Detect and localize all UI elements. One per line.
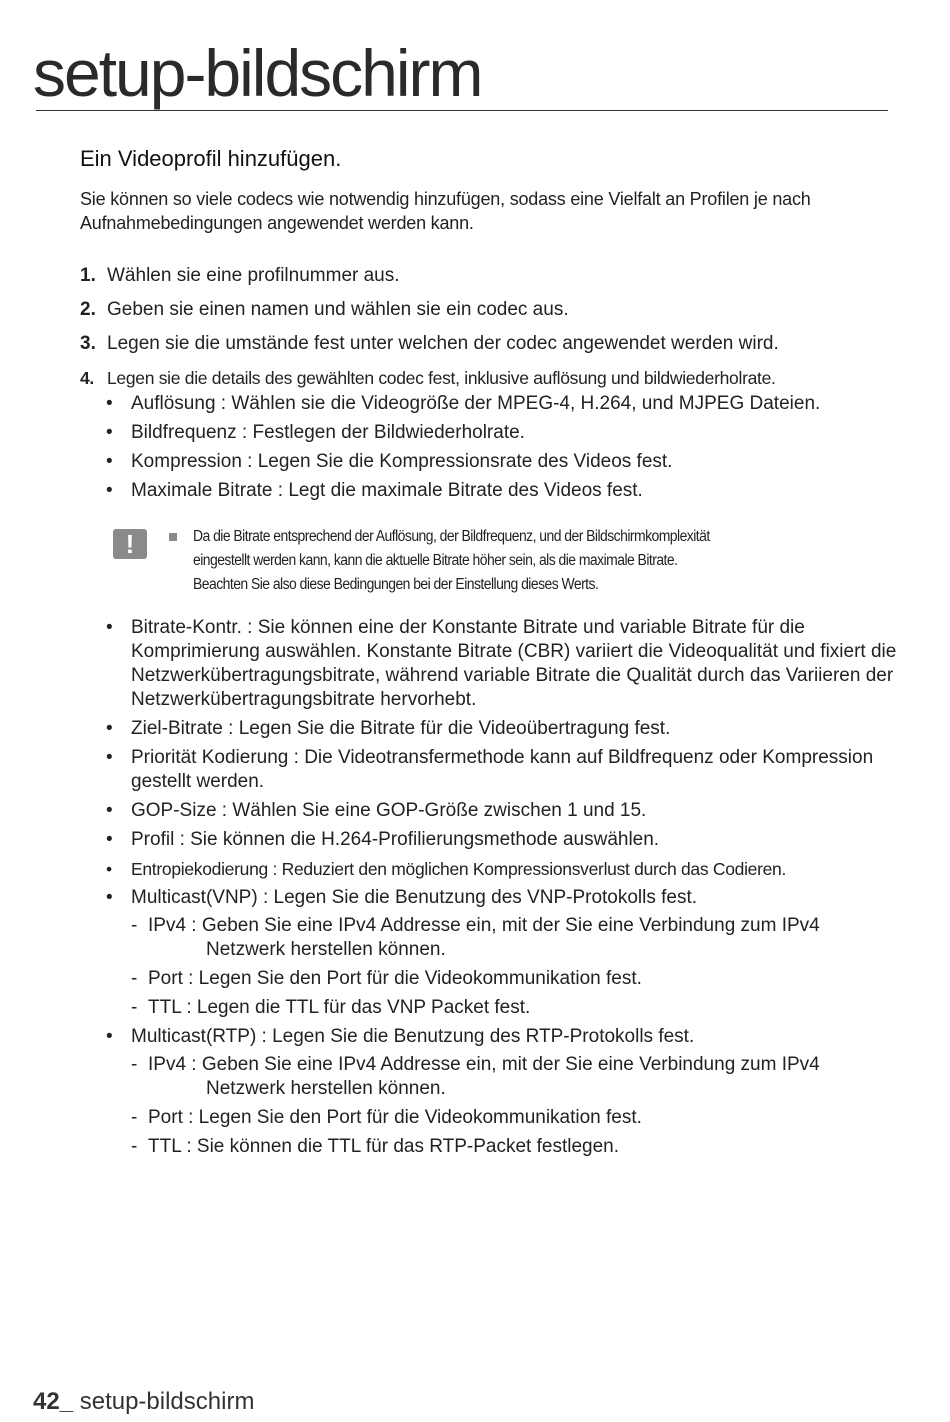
step-text: Geben sie einen namen und wählen sie ein codec aus. xyxy=(107,299,569,320)
multicast-vnp-label: Multicast(VNP) : Legen Sie die Benutzung des VNP-Protokolls fest. xyxy=(131,887,698,908)
section-heading: Ein Videoprofil hinzufügen. xyxy=(80,146,342,171)
bullet-dot: • xyxy=(106,718,113,739)
codec-settings-bullets xyxy=(0,616,900,1164)
sub-item-port: - Port : Legen Sie den Port für die Videokommunikation fest. xyxy=(131,1107,642,1128)
multicast-vnp-item xyxy=(0,886,900,1020)
bullet-dot: • xyxy=(106,829,113,850)
note-text: Da die Bitrate entsprechend der Auflösung, der Bildfrequenz, und der Bildschirmkomplexität eingestellt werden kann, kann die aktuelle Bitrate höher sein, als die maximale Bitrate. Beachten Sie also diese Bedingungen bei der Einstellung dieses Werts. xyxy=(193,528,710,593)
bullet-dot: • xyxy=(106,480,113,501)
list-item: • Maximale Bitrate : Legt die maximale Bitrate des Videos fest. xyxy=(106,480,643,501)
multicast-rtp-label: Multicast(RTP) : Legen Sie die Benutzung des RTP-Protokolls fest. xyxy=(131,1026,695,1047)
bullet-dot: • xyxy=(106,887,113,908)
step-item xyxy=(80,332,900,356)
sub-item-port: - Port : Legen Sie den Port für die Videokommunikation fest. xyxy=(131,968,642,989)
step-text: Legen sie die umstände fest unter welchen der codec angewendet werden wird. xyxy=(107,333,779,354)
list-item: • Profil : Sie können die H.264-Profilierungsmethode auswählen. xyxy=(106,829,660,850)
step-number: 2. xyxy=(80,299,96,320)
bullet-dot: • xyxy=(106,393,113,414)
bullet-dot: • xyxy=(106,1026,113,1047)
section-intro: Sie können so viele codecs wie notwendig hinzufügen, sodass eine Vielfalt an Profilen je nach Aufnahmebedingungen angewendet werden kann. xyxy=(80,189,811,233)
list-item: • Ziel-Bitrate : Legen Sie die Bitrate für die Videoübertragung fest. xyxy=(106,718,671,739)
list-item: • Bitrate-Kontr. : Sie können eine der Konstante Bitrate und variable Bitrate für die Komprimierung auswählen. Konstante Bitrate (CBR) variiert die Videoqualität und fixiert die Netzwerkübertragungsbitrate, während variable Bitrate die Qualität durch das Variieren der Netzwerkübertragungsbitrate hervorhebt. xyxy=(106,617,897,710)
step-item xyxy=(80,264,900,288)
step-item xyxy=(80,366,900,390)
footer-section-name: setup-bildschirm xyxy=(73,1388,255,1415)
warning-icon: ! xyxy=(113,529,147,559)
step-item xyxy=(80,298,900,322)
step-number: 3. xyxy=(80,333,96,354)
page-number: 42_ xyxy=(33,1388,74,1415)
multicast-rtp-item xyxy=(0,1025,900,1159)
list-item: • Priorität Kodierung : Die Videotransfermethode kann auf Bildfrequenz oder Kompression gestellt werden. xyxy=(106,747,874,792)
multicast-rtp-sublist xyxy=(131,1053,900,1159)
sub-item-ipv4: - IPv4 : Geben Sie eine IPv4 Addresse ein, mit der Sie eine Verbindung zum IPv4 Netzwerk herstellen können. xyxy=(131,1054,820,1099)
multicast-vnp-sublist xyxy=(131,914,900,1020)
chapter-title: setup-bildschirm xyxy=(33,36,482,110)
list-item: • Auflösung : Wählen sie die Videogröße der MPEG-4, H.264, und MJPEG Dateien. xyxy=(106,393,821,414)
bullet-dot: • xyxy=(106,617,113,638)
sub-item-ttl: - TTL : Sie können die TTL für das RTP-Packet festlegen. xyxy=(131,1136,620,1157)
steps-list xyxy=(80,264,900,396)
step-text: Wählen sie eine profilnummer aus. xyxy=(107,265,400,286)
sub-item-ttl: - TTL : Legen die TTL für das VNP Packet fest. xyxy=(131,997,531,1018)
bullet-dot: • xyxy=(106,859,112,879)
note-bullet-square xyxy=(169,533,177,541)
sub-item-ipv4: - IPv4 : Geben Sie eine IPv4 Addresse ein, mit der Sie eine Verbindung zum IPv4 Netzwerk herstellen können. xyxy=(131,915,820,960)
bullet-dot: • xyxy=(106,800,113,821)
bullet-dot: • xyxy=(106,747,113,768)
detail-bullets xyxy=(0,392,900,508)
list-item: • Entropiekodierung : Reduziert den möglichen Kompressionsverlust durch das Codieren. xyxy=(106,859,787,879)
bullet-dot: • xyxy=(106,451,113,472)
list-item: • Kompression : Legen Sie die Kompressionsrate des Videos fest. xyxy=(106,451,673,472)
bullet-dot: • xyxy=(106,422,113,443)
list-item: • Bildfrequenz : Festlegen der Bildwiederholrate. xyxy=(106,422,525,443)
title-divider xyxy=(36,110,888,111)
list-item: • GOP-Size : Wählen Sie eine GOP-Größe zwischen 1 und 15. xyxy=(106,800,647,821)
step-number: 1. xyxy=(80,265,96,286)
step-number: 4. xyxy=(80,368,94,388)
step-text: Legen sie die details des gewählten codec fest, inklusive auflösung und bildwiederholrate. xyxy=(107,368,776,388)
page-footer xyxy=(33,1388,254,1416)
